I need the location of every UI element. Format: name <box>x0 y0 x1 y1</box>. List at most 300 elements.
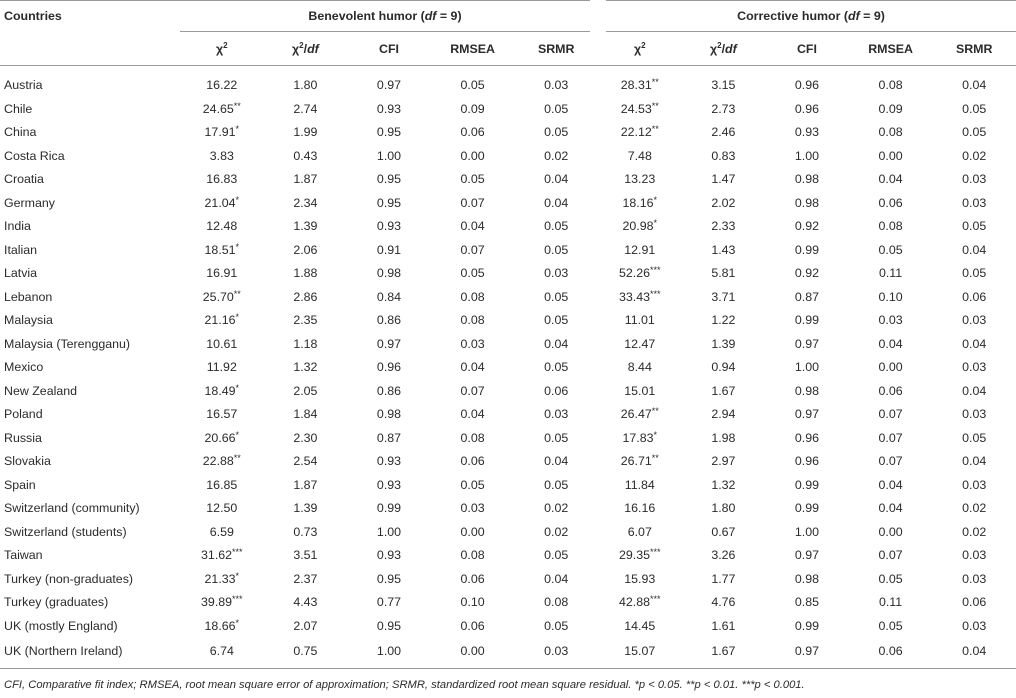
benevolent-rmsea-cell <box>431 379 515 403</box>
benevolent-rmsea-cell <box>431 121 515 145</box>
cell-value: 18.66 <box>204 618 236 633</box>
significance-marker: ** <box>651 453 659 464</box>
cell-value: 0.07 <box>460 383 485 398</box>
benevolent-chi-square-df-cell <box>264 356 348 380</box>
corrective-cfi-cell <box>765 168 849 192</box>
benevolent-rmsea-cell <box>431 262 515 286</box>
significance-marker: ** <box>233 100 241 111</box>
cell-value: 0.92 <box>794 266 820 281</box>
benevolent-rmsea-cell <box>431 356 515 380</box>
corrective-cfi-cell <box>765 520 849 544</box>
cell-value: 0.03 <box>544 77 569 92</box>
cell-value: 0.94 <box>711 360 736 375</box>
corrective-srmr-cell <box>932 426 1016 450</box>
country-cell: Latvia <box>4 266 38 281</box>
corrective-cfi-cell <box>765 262 849 286</box>
corrective-chi-square-cell <box>598 403 682 427</box>
cell-value: 0.04 <box>962 336 987 351</box>
benevolent-rmsea-cell <box>431 591 515 615</box>
corrective-srmr-cell <box>932 191 1016 215</box>
cell-value: 2.37 <box>293 571 318 586</box>
table-row <box>0 121 1016 145</box>
benevolent-srmr-cell <box>514 567 598 591</box>
benevolent-chi-square-df-cell <box>264 121 348 145</box>
cell-value: 1.87 <box>293 172 318 187</box>
corrective-rmsea-cell <box>849 238 933 262</box>
corrective-chi-square-cell <box>598 168 682 192</box>
cell-value: 15.01 <box>624 383 656 398</box>
cell-value: 0.93 <box>376 219 402 234</box>
cell-value: 2.02 <box>711 195 736 210</box>
corrective-srmr-cell <box>932 121 1016 145</box>
cell-value: 33.43 <box>619 289 651 304</box>
corrective-rmsea-cell <box>849 614 933 638</box>
cell-value: 0.11 <box>878 266 903 281</box>
benevolent-chi-square-cell <box>180 215 264 239</box>
cell-value: 1.43 <box>711 242 736 257</box>
table-row <box>0 638 1016 669</box>
significance-marker: *** <box>232 547 243 558</box>
significance-marker: * <box>235 194 240 205</box>
benevolent-chi-square-df-cell <box>264 638 348 669</box>
corrective-chi-square-df-cell <box>682 97 766 121</box>
corrective-chi-square-df-cell <box>682 168 766 192</box>
cell-value: 0.03 <box>544 643 569 658</box>
cell-value: 1.61 <box>711 618 736 633</box>
cell-value: 0.97 <box>794 407 820 422</box>
cell-value: 0.05 <box>544 125 569 140</box>
cell-value: 0.04 <box>544 195 569 210</box>
cell-value: 29.35 <box>619 548 651 563</box>
benevolent-chi-square-cell <box>180 544 264 568</box>
benevolent-chi-square-cell <box>180 426 264 450</box>
cell-value: 0.05 <box>962 430 987 445</box>
corrective-chi-square-df-cell <box>682 497 766 521</box>
cell-value: 2.34 <box>293 195 318 210</box>
corrective-chi-square-cell <box>598 191 682 215</box>
corrective-chi-square-cell <box>598 66 682 98</box>
corrective-chi-square-header: $\chi^2$ <box>598 32 682 66</box>
corrective-chi-square-cell <box>598 121 682 145</box>
corrective-chi-square-cell <box>598 97 682 121</box>
cell-value: 0.08 <box>460 548 485 563</box>
benevolent-srmr-cell <box>514 215 598 239</box>
table-row <box>0 473 1016 497</box>
benevolent-srmr-header: SRMR <box>514 32 598 66</box>
cell-value: 0.05 <box>460 172 485 187</box>
cell-value: 0.02 <box>962 148 987 163</box>
cell-value: 2.74 <box>293 101 318 116</box>
cell-value: 16.83 <box>206 172 238 187</box>
cell-value: 0.05 <box>878 571 903 586</box>
benevolent-chi-square-cell <box>180 285 264 309</box>
benevolent-cfi-cell <box>347 614 431 638</box>
corrective-cfi-cell <box>765 285 849 309</box>
cell-value: 21.33 <box>204 571 236 586</box>
corrective-chi-square-df-cell <box>682 473 766 497</box>
cell-value: 11.84 <box>624 477 655 492</box>
cell-value: 1.39 <box>711 336 736 351</box>
benevolent-rmsea-cell <box>431 238 515 262</box>
table-body <box>0 66 1016 669</box>
cell-value: 6.07 <box>627 524 652 539</box>
benevolent-chi-square-df-cell <box>264 450 348 474</box>
cell-value: 52.26 <box>619 266 651 281</box>
cell-value: 0.08 <box>878 77 903 92</box>
cell-value: 0.93 <box>376 101 402 116</box>
corrective-chi-square-cell <box>598 262 682 286</box>
country-cell: Switzerland (students) <box>4 524 127 539</box>
cell-value: 0.03 <box>878 313 903 328</box>
corrective-srmr-cell <box>932 544 1016 568</box>
benevolent-srmr-cell <box>514 262 598 286</box>
corrective-rmsea-cell <box>849 426 933 450</box>
benevolent-chi-square-cell <box>180 97 264 121</box>
benevolent-srmr-cell <box>514 144 598 168</box>
table-row <box>0 262 1016 286</box>
benevolent-chi-square-df-cell <box>264 403 348 427</box>
significance-marker: ** <box>233 453 241 464</box>
cell-value: 25.70 <box>202 289 234 304</box>
benevolent-chi-square-cell <box>180 238 264 262</box>
corrective-srmr-cell <box>932 238 1016 262</box>
benevolent-chi-square-cell <box>180 66 264 98</box>
cell-value: 0.99 <box>376 501 402 516</box>
corrective-chi-square-df-cell <box>682 544 766 568</box>
benevolent-rmsea-cell <box>431 614 515 638</box>
benevolent-chi-square-cell <box>180 403 264 427</box>
cell-value: 16.16 <box>624 501 656 516</box>
corrective-chi-square-cell <box>598 309 682 333</box>
cell-value: 1.77 <box>711 571 736 586</box>
corrective-chi-square-cell <box>598 638 682 669</box>
benevolent-chi-square-cell <box>180 144 264 168</box>
benevolent-rmsea-cell <box>431 403 515 427</box>
cell-value: 0.03 <box>460 336 485 351</box>
corrective-rmsea-cell <box>849 66 933 98</box>
benevolent-srmr-cell <box>514 66 598 98</box>
cell-value: 7.48 <box>627 148 652 163</box>
benevolent-chi-square-cell <box>180 379 264 403</box>
cell-value: 0.07 <box>878 430 903 445</box>
benevolent-chi-square-df-cell <box>264 97 348 121</box>
cell-value: 10.61 <box>206 336 238 351</box>
corrective-chi-square-df-cell <box>682 285 766 309</box>
cell-value: 1.67 <box>711 383 736 398</box>
cell-value: 0.00 <box>460 524 485 539</box>
benevolent-chi-square-df-cell <box>264 567 348 591</box>
cell-value: 0.03 <box>962 313 987 328</box>
significance-marker: ** <box>233 288 241 299</box>
cell-value: 12.47 <box>624 336 656 351</box>
cell-value: 0.04 <box>962 77 987 92</box>
corrective-cfi-cell <box>765 497 849 521</box>
country-cell: Austria <box>4 77 43 92</box>
corrective-rmsea-cell <box>849 379 933 403</box>
benevolent-cfi-header: CFI <box>347 32 431 66</box>
corrective-srmr-header: SRMR <box>932 32 1016 66</box>
cell-value: 0.11 <box>878 595 903 610</box>
cell-value: 3.51 <box>293 548 318 563</box>
corrective-cfi-cell <box>765 403 849 427</box>
corrective-rmsea-cell <box>849 191 933 215</box>
corrective-srmr-cell <box>932 97 1016 121</box>
cell-value: 0.97 <box>376 77 402 92</box>
cell-value: 15.07 <box>624 643 656 658</box>
cell-value: 0.99 <box>794 501 820 516</box>
benevolent-srmr-cell <box>514 332 598 356</box>
corrective-srmr-cell <box>932 262 1016 286</box>
cell-value: 21.16 <box>204 313 236 328</box>
corrective-chi-square-cell <box>598 450 682 474</box>
cell-value: 0.04 <box>544 172 569 187</box>
benevolent-cfi-cell <box>347 426 431 450</box>
country-cell: Switzerland (community) <box>4 501 140 516</box>
cell-value: 39.89 <box>201 595 233 610</box>
country-cell: Costa Rica <box>4 148 65 163</box>
benevolent-chi-square-cell <box>180 332 264 356</box>
cell-value: 0.07 <box>878 548 903 563</box>
benevolent-rmsea-cell <box>431 309 515 333</box>
benevolent-chi-square-df-cell <box>264 215 348 239</box>
significance-marker: * <box>235 382 240 393</box>
cell-value: 1.84 <box>293 407 318 422</box>
cell-value: 13.23 <box>624 172 656 187</box>
benevolent-rmsea-cell <box>431 473 515 497</box>
cell-value: 1.67 <box>711 643 736 658</box>
corrective-rmsea-cell <box>849 97 933 121</box>
table-row <box>0 168 1016 192</box>
cell-value: 0.85 <box>794 595 820 610</box>
cell-value: 1.00 <box>376 524 402 539</box>
corrective-rmsea-cell <box>849 121 933 145</box>
cell-value: 5.81 <box>711 266 736 281</box>
significance-marker: * <box>653 429 658 440</box>
benevolent-cfi-cell <box>347 168 431 192</box>
cell-value: 26.71 <box>620 454 652 469</box>
significance-marker: * <box>235 570 240 581</box>
cell-value: 1.47 <box>711 172 736 187</box>
cell-value: 0.02 <box>962 524 987 539</box>
corrective-chi-square-cell <box>598 520 682 544</box>
cell-value: 0.10 <box>878 289 903 304</box>
cell-value: 28.31 <box>620 77 652 92</box>
cell-value: 1.00 <box>794 360 820 375</box>
cell-value: 0.98 <box>794 383 820 398</box>
significance-marker: *** <box>650 288 661 299</box>
benevolent-cfi-cell <box>347 497 431 521</box>
cell-value: 0.08 <box>460 430 485 445</box>
country-cell: Spain <box>4 477 36 492</box>
benevolent-chi-square-df-cell <box>264 426 348 450</box>
corrective-chi-square-df-cell <box>682 379 766 403</box>
table-row <box>0 309 1016 333</box>
cell-value: 21.04 <box>204 195 236 210</box>
corrective-cfi-cell <box>765 450 849 474</box>
cell-value: 0.43 <box>293 148 318 163</box>
cell-value: 0.08 <box>878 219 903 234</box>
cell-value: 0.87 <box>794 289 820 304</box>
cell-value: 1.99 <box>293 125 318 140</box>
corrective-cfi-header: CFI <box>765 32 849 66</box>
cell-value: 2.06 <box>293 242 318 257</box>
corrective-chi-square-cell <box>598 144 682 168</box>
country-cell: Taiwan <box>4 548 43 563</box>
corrective-rmsea-cell <box>849 332 933 356</box>
cell-value: 0.98 <box>794 172 820 187</box>
corrective-cfi-cell <box>765 356 849 380</box>
corrective-cfi-cell <box>765 638 849 669</box>
cell-value: 1.00 <box>376 643 402 658</box>
cell-value: 0.91 <box>376 242 402 257</box>
benevolent-srmr-cell <box>514 614 598 638</box>
significance-marker: *** <box>650 547 661 558</box>
country-cell: India <box>4 219 31 234</box>
corrective-chi-square-cell <box>598 332 682 356</box>
cell-value: 0.98 <box>376 266 402 281</box>
cell-value: 0.03 <box>962 618 987 633</box>
cell-value: 0.04 <box>878 477 903 492</box>
corrective-srmr-cell <box>932 591 1016 615</box>
cell-value: 0.97 <box>794 336 820 351</box>
corrective-cfi-cell <box>765 97 849 121</box>
country-cell: Turkey (graduates) <box>4 595 109 610</box>
table-row <box>0 238 1016 262</box>
significance-marker: ** <box>651 76 659 87</box>
benevolent-srmr-cell <box>514 426 598 450</box>
corrective-srmr-cell <box>932 309 1016 333</box>
corrective-chi-square-cell <box>598 379 682 403</box>
cell-value: 0.03 <box>544 407 569 422</box>
benevolent-cfi-cell <box>347 473 431 497</box>
cell-value: 3.71 <box>711 289 736 304</box>
cell-value: 0.05 <box>544 477 569 492</box>
benevolent-chi-square-df-cell <box>264 168 348 192</box>
cell-value: 0.00 <box>460 643 485 658</box>
benevolent-chi-square-df-cell <box>264 497 348 521</box>
corrective-chi-square-df-cell <box>682 591 766 615</box>
significance-marker: *** <box>232 594 243 605</box>
corrective-chi-square-cell <box>598 426 682 450</box>
corrective-cfi-cell <box>765 567 849 591</box>
corrective-cfi-cell <box>765 191 849 215</box>
cell-value: 2.30 <box>293 430 318 445</box>
cell-value: 0.75 <box>293 643 318 658</box>
cell-value: 0.05 <box>544 360 569 375</box>
country-cell: Lebanon <box>4 289 53 304</box>
benevolent-srmr-cell <box>514 191 598 215</box>
corrective-cfi-cell <box>765 309 849 333</box>
corrective-chi-square-df-cell <box>682 309 766 333</box>
cell-value: 0.06 <box>878 383 903 398</box>
cell-value: 12.50 <box>206 501 238 516</box>
corrective-cfi-cell <box>765 426 849 450</box>
corrective-cfi-cell <box>765 144 849 168</box>
cell-value: 0.96 <box>376 360 402 375</box>
country-cell: China <box>4 125 37 140</box>
corrective-chi-square-df-cell <box>682 638 766 669</box>
corrective-cfi-cell <box>765 332 849 356</box>
cell-value: 0.03 <box>962 548 987 563</box>
cell-value: 0.07 <box>878 407 903 422</box>
table-row <box>0 66 1016 98</box>
cell-value: 8.44 <box>627 360 652 375</box>
cell-value: 0.04 <box>460 360 485 375</box>
table-row <box>0 450 1016 474</box>
corrective-chi-square-df-cell <box>682 426 766 450</box>
table-row <box>0 379 1016 403</box>
table-row <box>0 426 1016 450</box>
table-footnote: CFI, Comparative fit index; RMSEA, root mean square error of approximation; SRMR, standardized root mean square residual. *p < 0.05. **p < 0.01. ***p < 0.001. <box>4 678 805 691</box>
corrective-chi-square-df-cell <box>682 191 766 215</box>
corrective-chi-square-cell <box>598 356 682 380</box>
cell-value: 1.80 <box>711 501 736 516</box>
cell-value: 0.97 <box>794 548 820 563</box>
corrective-srmr-cell <box>932 473 1016 497</box>
benevolent-cfi-cell <box>347 520 431 544</box>
cell-value: 0.07 <box>878 454 903 469</box>
cell-value: 0.05 <box>544 313 569 328</box>
corrective-chi-square-cell <box>598 614 682 638</box>
cell-value: 16.22 <box>206 77 238 92</box>
benevolent-chi-square-df-cell <box>264 544 348 568</box>
benevolent-srmr-cell <box>514 403 598 427</box>
benevolent-srmr-cell <box>514 544 598 568</box>
benevolent-cfi-cell <box>347 66 431 98</box>
corrective-rmsea-cell <box>849 215 933 239</box>
cell-value: 0.05 <box>544 219 569 234</box>
cell-value: 1.39 <box>293 219 318 234</box>
corrective-srmr-cell <box>932 450 1016 474</box>
cell-value: 0.06 <box>962 289 987 304</box>
cell-value: 0.98 <box>376 407 402 422</box>
cell-value: 0.04 <box>544 454 569 469</box>
cell-value: 18.16 <box>622 195 654 210</box>
corrective-rmsea-cell <box>849 520 933 544</box>
significance-marker: *** <box>650 594 661 605</box>
cell-value: 2.94 <box>711 407 736 422</box>
cell-value: 1.00 <box>794 148 820 163</box>
cell-value: 3.26 <box>711 548 736 563</box>
benevolent-chi-square-cell <box>180 168 264 192</box>
corrective-chi-square-cell <box>598 567 682 591</box>
cell-value: 2.33 <box>711 219 736 234</box>
cell-value: 17.83 <box>622 430 654 445</box>
table-row <box>0 356 1016 380</box>
corrective-chi-square-df-cell <box>682 215 766 239</box>
significance-marker: ** <box>651 406 659 417</box>
cell-value: 0.08 <box>878 125 903 140</box>
benevolent-srmr-cell <box>514 638 598 669</box>
corrective-srmr-cell <box>932 614 1016 638</box>
benevolent-chi-square-df-cell <box>264 66 348 98</box>
cell-value: 0.93 <box>794 125 820 140</box>
cell-value: 0.05 <box>878 618 903 633</box>
benevolent-rmsea-cell <box>431 544 515 568</box>
cell-value: 16.91 <box>206 266 238 281</box>
cell-value: 0.86 <box>376 383 402 398</box>
cell-value: 12.48 <box>206 219 238 234</box>
cell-value: 0.02 <box>544 524 569 539</box>
cell-value: 17.91 <box>204 125 236 140</box>
cell-value: 1.88 <box>293 266 318 281</box>
corrective-chi-square-df-header: $\chi^2/df$ <box>682 32 766 66</box>
cell-value: 0.99 <box>794 242 820 257</box>
corrective-srmr-cell <box>932 356 1016 380</box>
corrective-rmsea-cell <box>849 450 933 474</box>
cell-value: 0.05 <box>460 266 485 281</box>
corrective-chi-square-cell <box>598 497 682 521</box>
